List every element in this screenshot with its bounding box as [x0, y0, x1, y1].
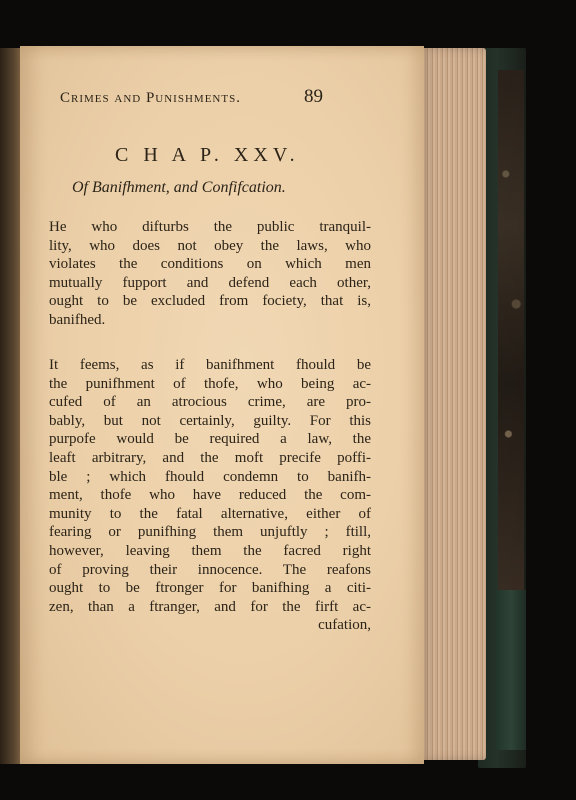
text-line: banifhed. [49, 311, 106, 328]
text-line: munity to the fatal alternative, either of [49, 505, 371, 522]
text-line: the punifhment of thofe, who being ac- [49, 375, 371, 392]
chapter-heading: C H A P. XXV. [115, 144, 300, 166]
text-line: ought to be excluded from fociety, that is, [49, 293, 371, 310]
text-line: mutually fupport and defend each other, [49, 274, 371, 291]
text-line: ought to be ftronger for banifhing a citi- [49, 580, 371, 597]
text-line: of proving their innocence. The reafons [49, 561, 371, 578]
text-line: zen, than a ftranger, and for the firft ac- [49, 598, 371, 615]
text-line: leaft arbitrary, and the moft precife poffi- [49, 449, 371, 466]
running-head-title: Crimes and Punishments. [60, 90, 241, 106]
chapter-subtitle: Of Banifhment, and Confifcation. [72, 179, 286, 196]
text-line: lity, who does not obey the laws, who [49, 237, 371, 254]
text-line: violates the conditions on which men [49, 256, 371, 273]
catchword: cufation, [318, 617, 371, 634]
text-line: fearing or punifhing them unjuftly ; ftill, [49, 524, 371, 541]
text-line: bably, but not certainly, guilty. For this [49, 412, 371, 429]
text-line: ble ; which fhould condemn to banifh- [49, 468, 371, 485]
text-line: cufed of an atrocious crime, are pro- [49, 394, 371, 411]
text-line: purpofe would be required a law, the [49, 431, 371, 448]
leather-spine-band [496, 590, 526, 750]
book-page [20, 46, 424, 764]
text-line: He who difturbs the public tranquil- [49, 219, 371, 235]
page-edges [420, 48, 486, 760]
paragraph-1 [49, 218, 371, 330]
paragraph-2 [49, 356, 371, 635]
page-number: 89 [304, 86, 323, 107]
text-line: It feems, as if banifhment fhould be [49, 357, 371, 373]
marbled-cover-edge [498, 70, 524, 590]
text-line: however, leaving them the facred right [49, 542, 371, 559]
text-line: ment, thofe who have reduced the com- [49, 487, 371, 504]
